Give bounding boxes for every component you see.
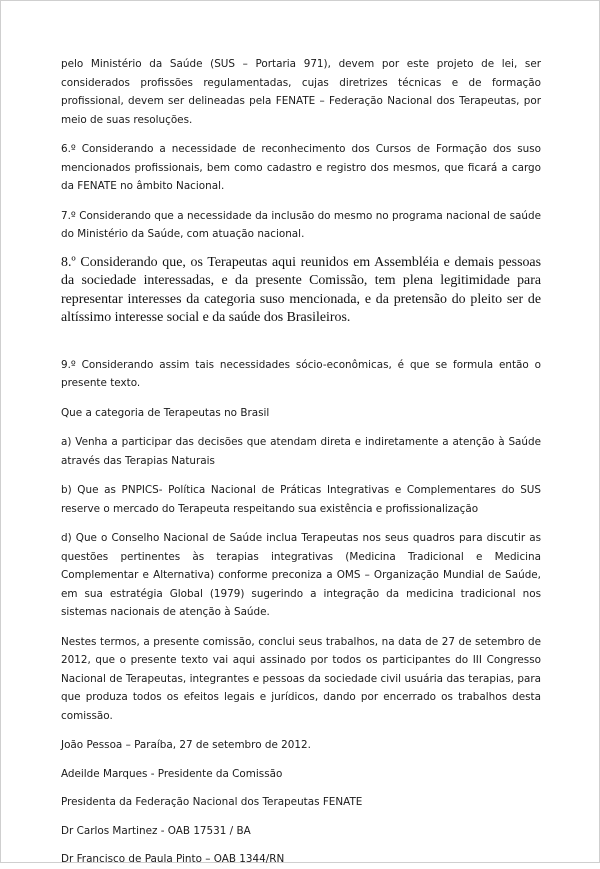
paragraph-continuation: pelo Ministério da Saúde (SUS – Portaria 971), devem por este projeto de lei, ser considerados profissões regulamentadas, cujas diretrizes técnicas e de formação profissional, devem ser delineadas pela FENATE – Federação Nacional dos Terapeutas, por meio de suas resoluções.	[61, 58, 541, 126]
paragraph-6: 6.º Considerando a necessidade de reconhecimento dos Cursos de Formação dos suso mencionados profissionais, bem como cadastro e registro dos mesmos, que ficará a cargo da FENATE no âmbito Nacional.	[61, 143, 541, 192]
item-a: a) Venha a participar das decisões que atendam direta e indiretamente a atenção à Saúde através das Terapias Naturais	[61, 436, 541, 467]
signature-line-2: Presidenta da Federação Nacional dos Terapeutas FENATE	[61, 796, 363, 809]
paragraph-7: 7.º Considerando que a necessidade da inclusão do mesmo no programa nacional de saúde do Ministério da Saúde, com atuação nacional.	[61, 209, 541, 240]
signature-line-4: Dr Francisco de Paula Pinto – OAB 1344/RN	[61, 853, 285, 866]
signature-line-1: Adeilde Marques - Presidente da Comissão	[61, 767, 283, 780]
item-d: d) Que o Conselho Nacional de Saúde inclua Terapeutas nos seus quadros para discutir as questões pertinentes às terapias integrativas (Medicina Tradicional e Medicina Complementar e Alternativa) conforme preconiza a OMS – Organização Mundial de Saúde, em sua estratégia Global (1979) sugerindo a integração da medicina tradicional nos sistemas nacionais de atenção à Saúde.	[61, 532, 541, 619]
item-b: b) Que as PNPICS- Política Nacional de Práticas Integrativas e Complementares do SUS reserve o mercado do Terapeuta respeitando sua existência e profissionalização	[61, 484, 541, 515]
document-body	[61, 55, 541, 869]
closing-paragraph: Nestes termos, a presente comissão, conclui seus trabalhos, na data de 27 de setembro de 2012, que o presente texto vai aqui assinado por todos os participantes do III Congresso Nacional de Terapeutas, integrantes e pessoas da sociedade civil usuária das terapias, para que produza todos os efeitos legais e jurídicos, dando por encerrado os trabalhos desta comissão.	[61, 635, 541, 722]
intro-line: Que a categoria de Terapeutas no Brasil	[61, 406, 270, 419]
paragraph-9: 9.º Considerando assim tais necessidades sócio-econômicas, é que se formula então o presente texto.	[61, 358, 541, 390]
signature-line-3: Dr Carlos Martinez - OAB 17531 / BA	[61, 824, 251, 837]
paragraph-8: 8.º Considerando que, os Terapeutas aqui reunidos em Assembléia e demais pessoas da sociedade interessadas, e da presente Comissão, tem plena legitimidade para representar interesses da categoria suso mencionada, e da pretensão do pleito ser de altíssimo interesse social e da saúde dos Brasileiros.	[61, 254, 541, 326]
place-date: João Pessoa – Paraíba, 27 de setembro de 2012.	[61, 739, 311, 752]
